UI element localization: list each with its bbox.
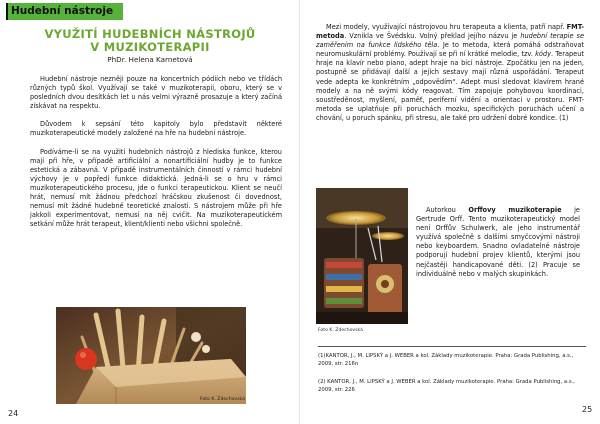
footnote-2: (2) KANTOR, J., M. LIPSKÝ a J. WEBER a kol. Základy muzikoterapie. Praha: Grada Publishing, a.s., 2009, str. 226	[318, 379, 575, 393]
footnote-divider	[318, 346, 586, 347]
right-paragraph-fmt: Mezi modely, využívající nástrojovou hru terapeuta a klienta, patří např. FMT-metoda. Vznikla ve Švédsku. Volný překlad jejího názvu je hudební terapie se zaměřením na funkce lidského těla. Je to metoda, která pomáhá odstraňovat neuromuskulární problémy. Používají se při ní krátké melodie, tzv. kódy. Terapeut hraje na klavír nebo piano, adept hraje na bici nástroje. Zpočátku jen na jeden, postupně se přidávají další a jejich sestavy mají různá uspořádání. Terapeut vede adepta ke konkrétním „odpovědím“. Adept musí sledovat klavírem hrané modely a na ně svými kódy reagovat. Tím zapojuje pohybovou koordinaci, soustředěnost, myšlení, paměť, periferní vidění a orientaci v prostoru. FMT-metoda se uplatňuje při poruchách mozku, specifických poruchách učení a chování, u poruch spánku, při stresu, ale také pro udržení dobré kondice. (1)	[316, 23, 585, 122]
fmt-translation: hudební terapie se zaměřením na funkce lidského těla	[316, 32, 584, 50]
orff-term: Orffovy muzikoterapie	[468, 206, 562, 214]
section-label: Hudební nástroje	[6, 3, 123, 20]
kody-term: kódy	[535, 50, 552, 59]
article-author: PhDr. Helena Karnetová	[107, 55, 193, 64]
title-line-1: VYUŽITÍ HUDEBNÍCH NÁSTROJŮ	[44, 27, 256, 41]
photo-orff-instruments	[316, 188, 408, 324]
left-photo-caption: Foto K. Zdechovská	[200, 397, 245, 402]
left-paragraph-1: Hudební nástroje nezněji pouze na koncertních pódiích nebo ve třídách různých typů škol. Využívají se také v muzikoterapii, oboru, který se v posledních dvou desítkách let u nás velmi výrazně prosazuje a který začíná získávat na respektu.	[30, 75, 282, 111]
fmt-term: FMT-metoda	[316, 23, 584, 41]
title-line-2: V MUZIKOTERAPII	[90, 40, 210, 54]
left-body-text	[30, 75, 282, 238]
article-title	[18, 28, 282, 54]
photo-instruments-box	[56, 307, 246, 404]
right-photo-caption: Foto K. Zdechovská	[318, 328, 363, 333]
footnote-1: (1)KANTOR, J., M. LIPSKÝ a J. WEBER a kol. Základy muzikoterapie. Praha: Grada Publishing, a.s., 2009, str. 216n	[318, 353, 574, 367]
right-page	[300, 0, 600, 424]
right-body-text	[316, 23, 584, 132]
orff-paragraph: Autorkou Orffovy muzikoterapie je Gertrude Orff. Tento muzikoterapeutický model není Orffův Schulwerk, ale jeho instrumentář využívá společně s dalšími smyčcovými nástroji nebo keyboardem. Snadno ovladatelné nástroje podporují hudební projev klientů, kterými jsou nejčastěji handicapované děti. (2) Pracuje se individuálně nebo v malých skupinkách.	[416, 206, 580, 278]
left-paragraph-3: Podíváme-li se na využití hudebních nástrojů z hlediska funkce, kterou mají při hře, v případě artificiální a nonartificiální hudby je to funkce estetická a zábavná. V případě instrumentálních činností v rámci hudební výchovy je v popředí funkce didaktická. Jedná-li se o hru v rámci muzikoterapeutického procesu, jde o funkci terapeutickou. Klient se neučí hrát, nemusí mít žádnou předchozí hráčskou zkušenost či dovednost, nemusí mít žádné hudebně teoretické znalosti. S nástrojem může při hře jakkoli experimentovat, nemusí na něj cvičit. Na muzikoterapeutickém setkání může hrát terapeut, klient/klienti nebo všichni společně.	[30, 147, 282, 229]
left-paragraph-2: Důvodem k sepsání této kapitoly bylo představit některé muzikoterapeutické modely založené na hře na hudební nástroje.	[30, 120, 282, 138]
page-number-left: 24	[8, 409, 19, 418]
orff-instruments-image	[316, 188, 408, 324]
page-number-right: 25	[582, 405, 593, 414]
instruments-box-image	[56, 307, 246, 404]
